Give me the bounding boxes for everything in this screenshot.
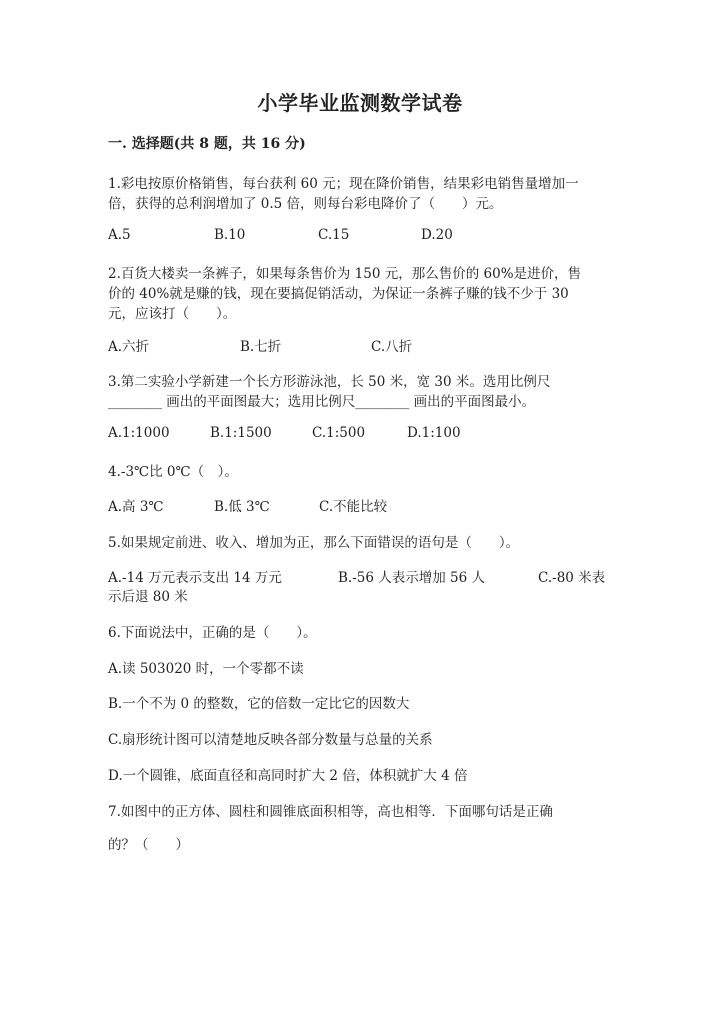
question-6-option-a: A.读 503020 时，一个零都不读 (108, 661, 304, 677)
question-5-option-c-continued: 示后退 80 米 (108, 589, 188, 605)
question-2-line-2: 价的 40%就是赚的钱，现在要搞促销活动，为保证一条裤子赚的钱不少于 30 (108, 286, 569, 302)
question-2-option-a: A.六折 (108, 339, 150, 355)
section-heading: 一. 选择题(共 8 题，共 16 分) (108, 136, 306, 152)
question-1-option-a: A.5 (108, 227, 131, 243)
page-title: 小学毕业监测数学试卷 (257, 91, 463, 115)
question-3-option-a: A.1:1000 (108, 425, 170, 441)
question-7-line-2: 的？（ ） (108, 837, 189, 853)
question-6-option-b: B.一个不为 0 的整数，它的倍数一定比它的因数大 (108, 696, 410, 712)
question-3-line-2: ________ 画出的平面图最大；选用比例尺________ 画出的平面图最小。 (108, 394, 536, 410)
question-6-line-1: 6.下面说法中，正确的是（ ）。 (108, 625, 317, 641)
question-1-option-c: C.15 (318, 227, 350, 243)
question-7-line-1: 7.如图中的正方体、圆柱和圆锥底面积相等，高也相等．下面哪句话是正确 (108, 804, 553, 820)
question-4-option-a: A.高 3℃ (108, 499, 164, 515)
question-5-line-1: 5.如果规定前进、收入、增加为正，那么下面错误的语句是（ ）。 (108, 535, 520, 551)
question-3-line-1: 3.第二实验小学新建一个长方形游泳池，长 50 米，宽 30 米。选用比例尺 (108, 374, 551, 390)
question-4-option-b: B.低 3℃ (214, 499, 270, 515)
question-4-line-1: 4.-3℃比 0℃（ ）。 (108, 464, 238, 480)
question-3-option-b: B.1:1500 (210, 425, 272, 441)
question-1-option-d: D.20 (421, 227, 453, 243)
question-2-line-3: 元，应该打（ ）。 (108, 306, 237, 322)
question-2-option-b: B.七折 (240, 339, 282, 355)
question-1-option-b: B.10 (214, 227, 246, 243)
question-5-option-a: A.-14 万元表示支出 14 万元 (108, 570, 282, 586)
question-2-line-1: 2.百货大楼卖一条裤子，如果每条售价为 150 元，那么售价的 60%是进价，售 (108, 266, 582, 282)
question-5-option-c: C.-80 米表 (538, 570, 606, 586)
question-1-line-1: 1.彩电按原价格销售，每台获利 60 元；现在降价销售，结果彩电销售量增加一 (108, 176, 579, 192)
question-3-option-d: D.1:100 (407, 425, 461, 441)
question-1-line-2: 倍，获得的总利润增加了 0.5 倍，则每台彩电降价了（ ）元。 (108, 196, 503, 212)
question-6-option-c: C.扇形统计图可以清楚地反映各部分数量与总量的关系 (108, 732, 433, 748)
question-5-option-b: B.-56 人表示增加 56 人 (338, 570, 486, 586)
question-6-option-d: D.一个圆锥，底面直径和高同时扩大 2 倍，体积就扩大 4 倍 (108, 768, 468, 784)
question-4-option-c: C.不能比较 (319, 499, 388, 515)
question-3-option-c: C.1:500 (312, 425, 366, 441)
question-2-option-c: C.八折 (371, 339, 413, 355)
